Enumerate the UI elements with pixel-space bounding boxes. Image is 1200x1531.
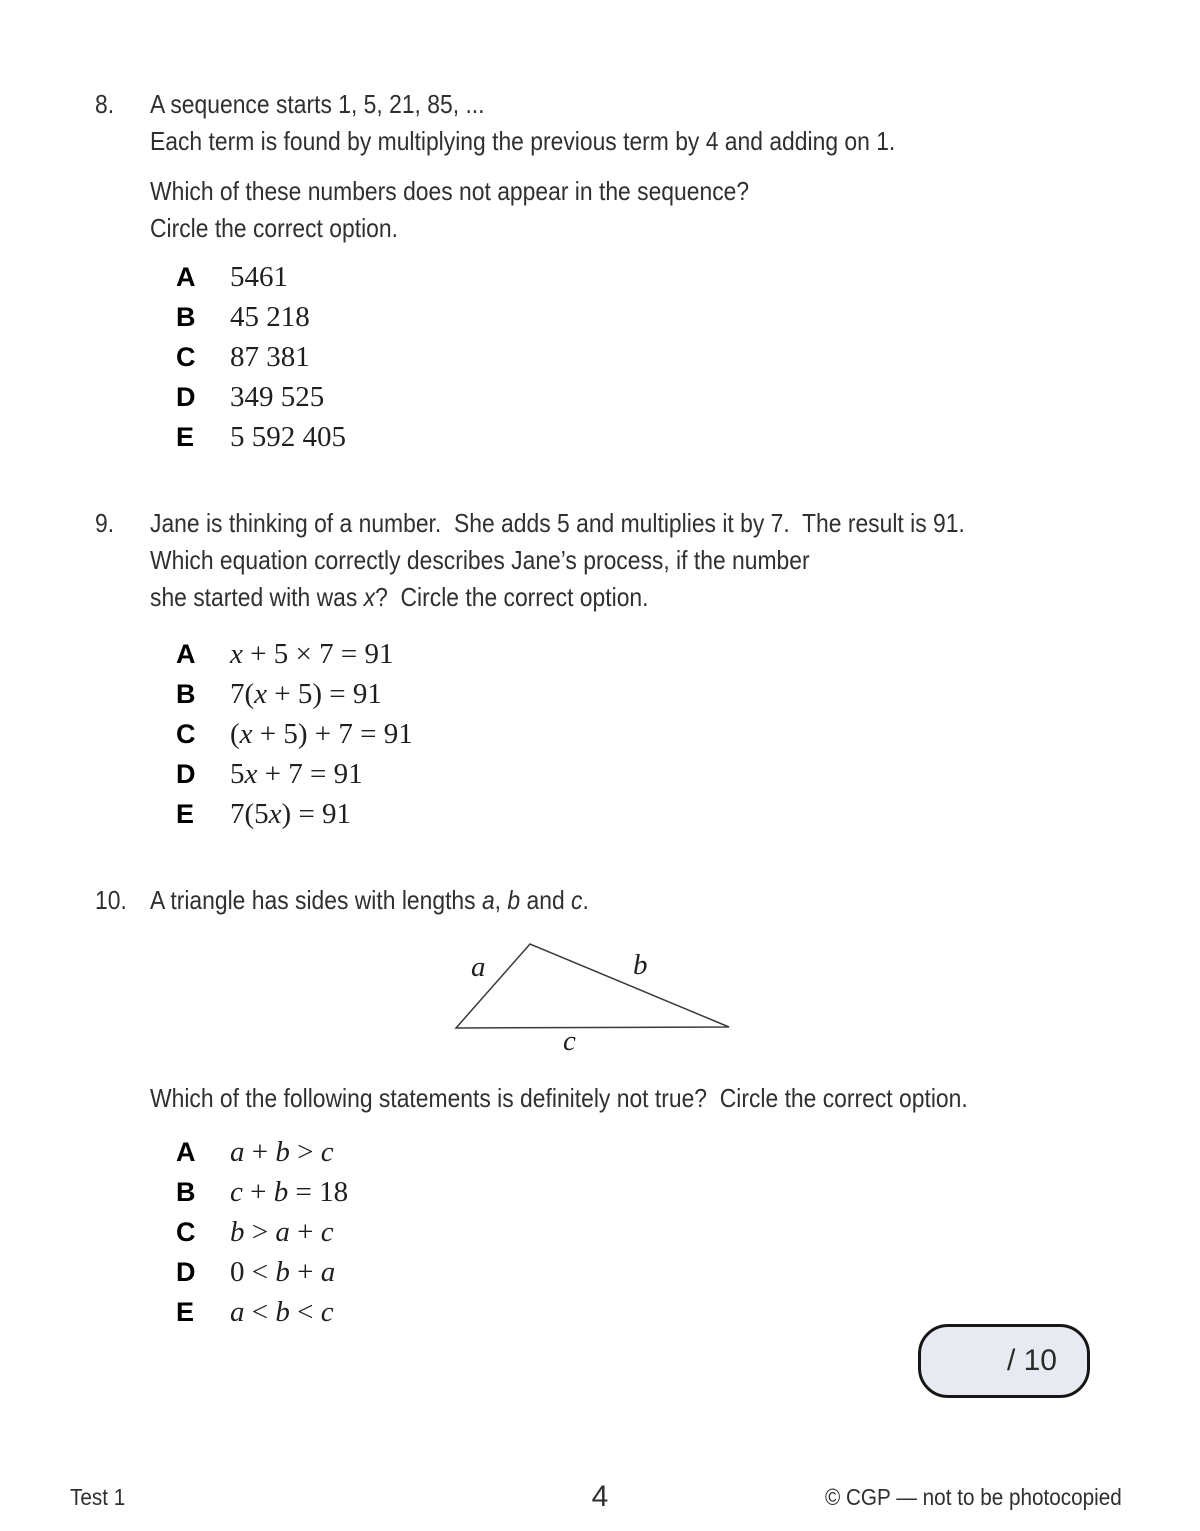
question-9-text-line: she started with was x? Circle the correct option. [150, 582, 649, 612]
question-8-body [150, 86, 997, 457]
option-value: b > a + c [230, 1215, 334, 1248]
option-row [150, 337, 997, 377]
option-row [150, 257, 997, 297]
option-letter: A [176, 1136, 196, 1167]
option-letter: D [176, 758, 196, 789]
option-row [150, 674, 1076, 714]
page-footer [0, 1480, 1200, 1516]
option-value: 7(x + 5) = 91 [230, 677, 382, 710]
side-label-b: b [633, 949, 648, 981]
option-letter: C [176, 718, 196, 749]
question-10 [95, 882, 649, 919]
option-value: (x + 5) + 7 = 91 [230, 717, 413, 750]
option-letter: D [176, 1256, 196, 1287]
option-row [150, 754, 1076, 794]
option-value: 5 592 405 [230, 420, 346, 453]
option-letter: C [176, 341, 196, 372]
question-8-number: 8. [95, 89, 115, 119]
footer-page-number: 4 [591, 1480, 609, 1513]
option-value: 87 381 [230, 340, 310, 373]
option-value: 45 218 [230, 300, 310, 333]
option-value: 0 < b + a [230, 1255, 336, 1288]
option-letter: B [176, 301, 196, 332]
question-9-body [150, 505, 1076, 834]
option-row [150, 794, 1076, 834]
question-8-prompt: Which of these numbers does not appear in the sequence? [150, 176, 750, 206]
question-10-body [150, 882, 649, 919]
question-10-options [150, 1132, 1079, 1332]
score-box-label: / 10 [1006, 1344, 1057, 1377]
option-value: 7(5x) = 91 [230, 797, 352, 830]
option-letter: B [176, 1176, 196, 1207]
option-row [150, 1132, 1079, 1172]
question-10-prompt: Which of the following statements is definitely not true? Circle the correct option. [150, 1083, 968, 1113]
question-10-text-line: A triangle has sides with lengths a, b and c. [150, 885, 589, 915]
option-value: 5x + 7 = 91 [230, 757, 363, 790]
option-value: a < b < c [230, 1295, 334, 1328]
footer-test-label: Test 1 [70, 1484, 126, 1510]
question-8-options [150, 257, 997, 457]
option-letter: E [176, 798, 195, 829]
score-box [918, 1324, 1090, 1398]
option-letter: A [176, 638, 196, 669]
question-9 [95, 505, 1076, 834]
option-value: a + b > c [230, 1135, 334, 1168]
option-letter: A [176, 261, 196, 292]
question-9-number: 9. [95, 508, 115, 538]
option-row [150, 1212, 1079, 1252]
option-letter: B [176, 678, 196, 709]
option-value: 349 525 [230, 380, 325, 413]
question-8-text-line: Each term is found by multiplying the previous term by 4 and adding on 1. [150, 126, 896, 156]
question-9-text-line: Which equation correctly describes Jane’s process, if the number [150, 545, 810, 575]
side-label-a: a [471, 951, 486, 983]
triangle-drawing [445, 933, 745, 1058]
option-row [150, 1252, 1079, 1292]
option-row [150, 297, 997, 337]
footer-copyright: © CGP — not to be photocopied [825, 1484, 1122, 1510]
option-letter: C [176, 1216, 196, 1247]
option-row [150, 1172, 1079, 1212]
question-9-options [150, 634, 1076, 834]
option-value: 5461 [230, 260, 288, 293]
question-10-number: 10. [95, 885, 127, 915]
question-10-prompt-block [150, 1080, 1079, 1332]
question-9-text-line: Jane is thinking of a number. She adds 5 and multiplies it by 7. The result is 91. [150, 508, 965, 538]
option-letter: E [176, 1296, 195, 1327]
question-8-text-line: A sequence starts 1, 5, 21, 85, ... [150, 89, 485, 119]
option-letter: E [176, 421, 195, 452]
option-row [150, 377, 997, 417]
question-8 [95, 86, 997, 457]
option-row [150, 714, 1076, 754]
triangle-figure [445, 933, 745, 1058]
option-letter: D [176, 381, 196, 412]
side-label-c: c [563, 1025, 576, 1057]
option-value: x + 5 × 7 = 91 [230, 637, 394, 670]
option-value: c + b = 18 [230, 1175, 349, 1208]
option-row [150, 634, 1076, 674]
option-row [150, 417, 997, 457]
question-8-instruction: Circle the correct option. [150, 213, 398, 243]
